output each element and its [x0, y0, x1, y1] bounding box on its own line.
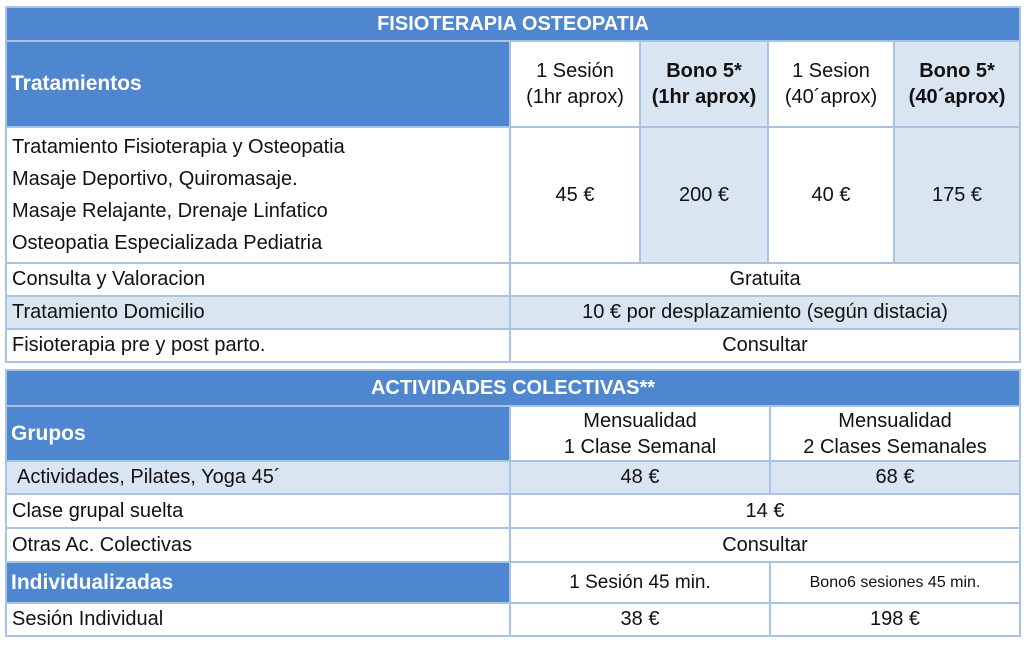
list-item: Masaje Relajante, Drenaje Linfatico — [12, 200, 328, 222]
row-label-pre-post-parto: Fisioterapia pre y post parto. — [6, 329, 510, 362]
price-pilates-2: 68 € — [770, 461, 1020, 494]
treatments-list — [6, 127, 510, 263]
price-sesion-individual: 38 € — [510, 603, 770, 636]
price-pilates-1: 48 € — [510, 461, 770, 494]
col-header-1-clase: Mensualidad 1 Clase Semanal — [510, 406, 770, 461]
row-label-pilates: Actividades, Pilates, Yoga 45´ — [6, 461, 510, 494]
row-label-otras: Otras Ac. Colectivas — [6, 528, 510, 562]
row-value-otras: Consultar — [510, 528, 1020, 562]
col-header-2-clases: Mensualidad 2 Clases Semanales — [770, 406, 1020, 461]
list-item: Tratamiento Fisioterapia y Osteopatia — [12, 136, 345, 158]
row-value-domicilio: 10 € por desplazamiento (según distacia) — [510, 296, 1020, 329]
price-1-sesion: 45 € — [510, 127, 640, 263]
list-item: Osteopatia Especializada Pediatria — [12, 232, 323, 254]
row-value-consulta: Gratuita — [510, 263, 1020, 296]
row-value-clase-suelta: 14 € — [510, 494, 1020, 528]
col-header-1-sesion: 1 Sesión (1hr aprox) — [510, 41, 640, 127]
col-header-bono5-1hr: Bono 5* (1hr aprox) — [640, 41, 768, 127]
individualizadas-header: Individualizadas — [6, 562, 510, 603]
row-label-consulta: Consulta y Valoracion — [6, 263, 510, 296]
fisioterapia-title: FISIOTERAPIA OSTEOPATIA — [6, 7, 1020, 41]
col-header-1-sesion-40: 1 Sesion (40´aprox) — [768, 41, 894, 127]
list-item: Masaje Deportivo, Quiromasaje. — [12, 168, 298, 190]
row-value-pre-post-parto: Consultar — [510, 329, 1020, 362]
price-1-sesion-40: 40 € — [768, 127, 894, 263]
price-bono5-1hr: 200 € — [640, 127, 768, 263]
col-header-1-sesion-45: 1 Sesión 45 min. — [510, 562, 770, 603]
price-bono5-40: 175 € — [894, 127, 1020, 263]
row-label-domicilio: Tratamiento Domicilio — [6, 296, 510, 329]
price-bono6: 198 € — [770, 603, 1020, 636]
row-label-clase-suelta: Clase grupal suelta — [6, 494, 510, 528]
actividades-colectivas-table — [5, 369, 1021, 637]
tratamientos-header: Tratamientos — [6, 41, 510, 127]
col-header-bono5-40: Bono 5* (40´aprox) — [894, 41, 1020, 127]
row-label-sesion-individual: Sesión Individual — [6, 603, 510, 636]
grupos-header: Grupos — [6, 406, 510, 461]
colectivas-title: ACTIVIDADES COLECTIVAS** — [6, 370, 1020, 406]
col-header-bono6: Bono6 sesiones 45 min. — [770, 562, 1020, 603]
fisioterapia-table — [5, 6, 1021, 363]
